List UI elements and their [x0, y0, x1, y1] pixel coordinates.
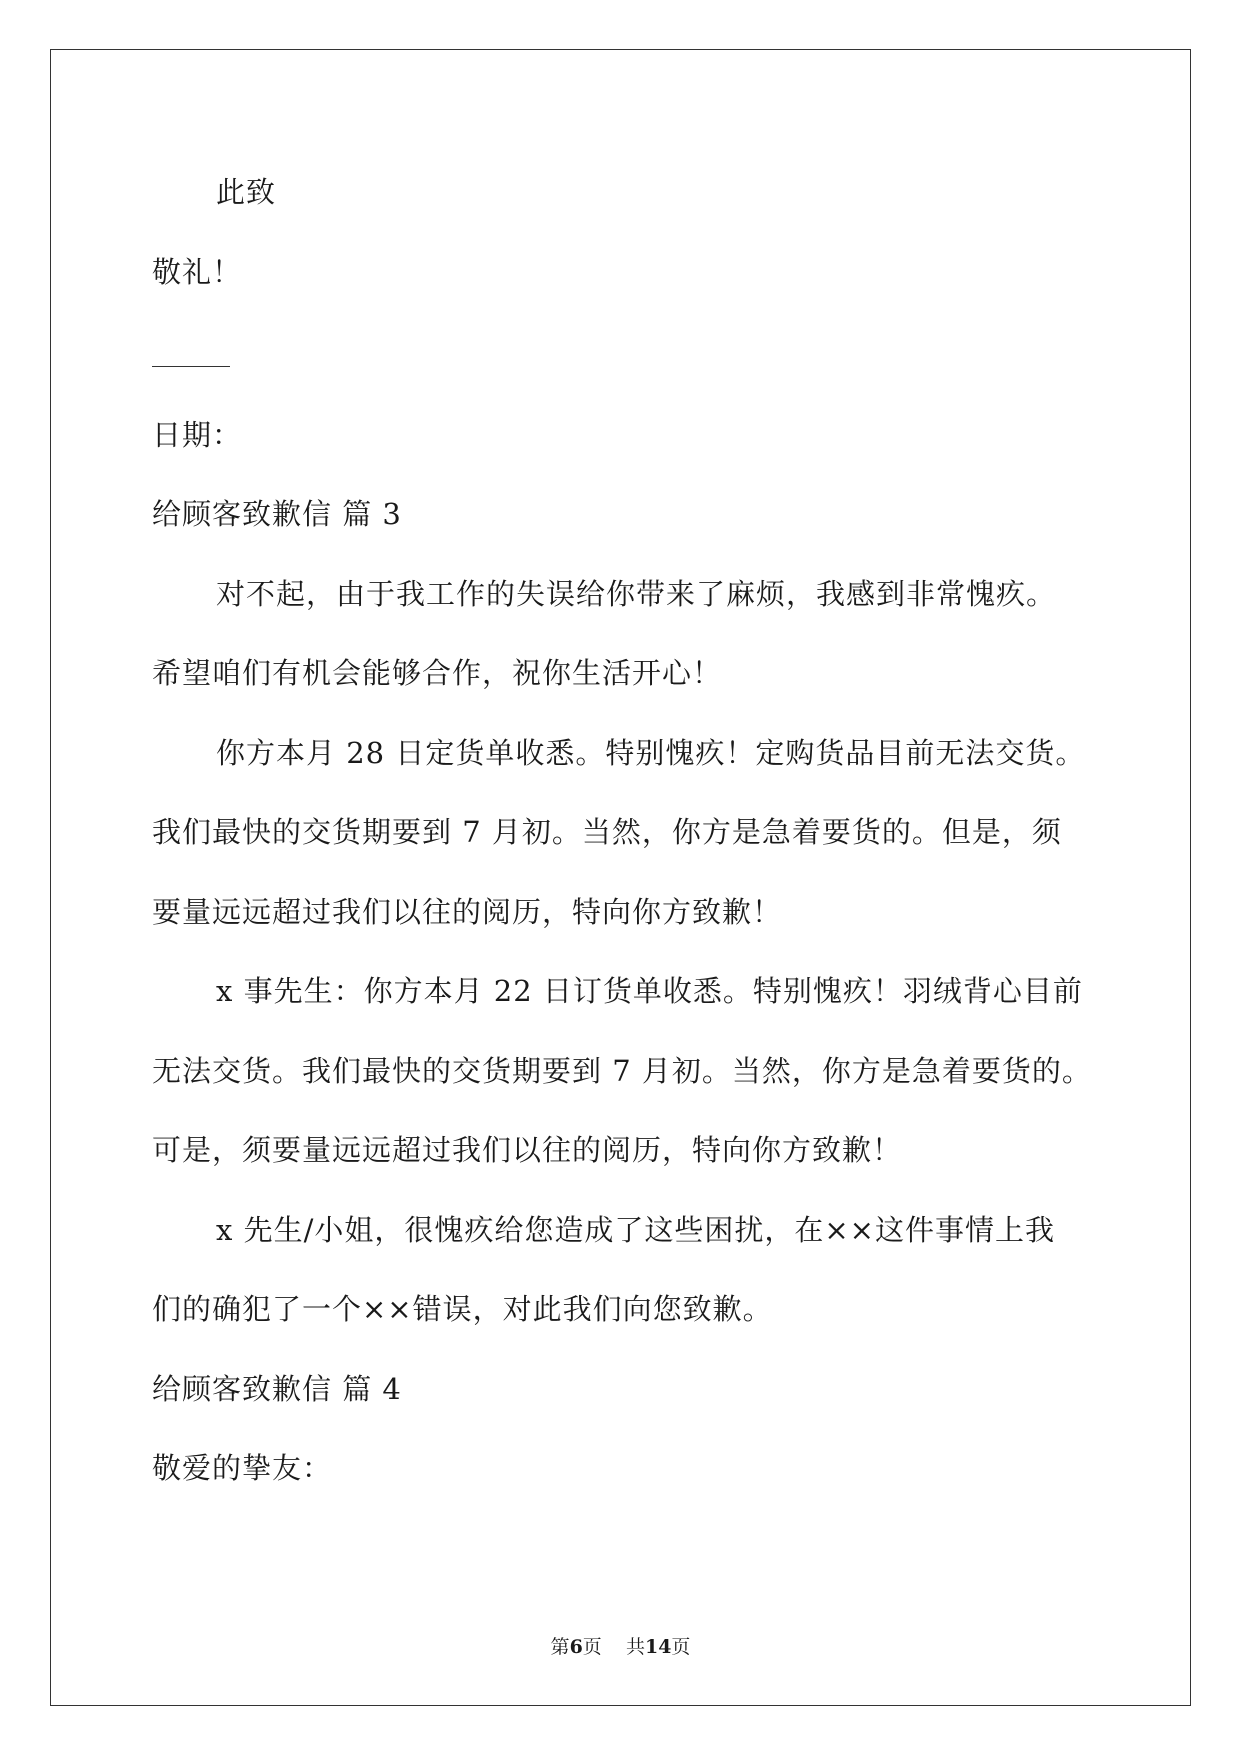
footer-mid: 页 共	[582, 1636, 645, 1658]
section-3-title: 给顾客致歉信 篇 3	[152, 497, 402, 531]
paragraph-line: 可是，须要量远远超过我们以往的阅历，特向你方致歉！	[152, 1133, 903, 1167]
paragraph-line: 无法交货。我们最快的交货期要到 7 月初。当然，你方是急着要货的。	[152, 1054, 1092, 1088]
footer-current-page: 6	[569, 1636, 583, 1658]
paragraph-line: 我们最快的交货期要到 7 月初。当然，你方是急着要货的。但是，须	[152, 815, 1062, 849]
paragraph-line: 对不起，由于我工作的失误给你带来了麻烦，我感到非常愧疚。	[216, 577, 1057, 611]
footer-suffix: 页	[671, 1636, 691, 1658]
paragraph-line: 们的确犯了一个××错误，对此我们向您致歉。	[152, 1292, 773, 1326]
paragraph-line: x 先生/小姐，很愧疚给您造成了这些困扰，在××这件事情上我	[216, 1213, 1055, 1247]
date-label: 日期：	[152, 418, 243, 452]
paragraph-line: 希望咱们有机会能够合作，祝你生活开心！	[152, 656, 723, 690]
section-4-greeting: 敬爱的挚友：	[152, 1451, 333, 1485]
closing-regards: 敬礼！	[152, 255, 243, 289]
section-4-title: 给顾客致歉信 篇 4	[152, 1372, 402, 1406]
page-footer	[0, 1635, 1241, 1659]
footer-total-pages: 14	[644, 1636, 672, 1658]
paragraph-line: 要量远远超过我们以往的阅历，特向你方致歉！	[152, 895, 783, 929]
footer-prefix: 第	[550, 1636, 570, 1658]
paragraph-line: x 事先生：你方本月 22 日订货单收悉。特别愧疚！羽绒背心目前	[216, 974, 1083, 1008]
paragraph-line: 你方本月 28 日定货单收悉。特别愧疚！定购货品目前无法交货。	[216, 736, 1086, 770]
closing-salutation: 此致	[216, 175, 277, 209]
signature-blank-line	[152, 366, 230, 367]
